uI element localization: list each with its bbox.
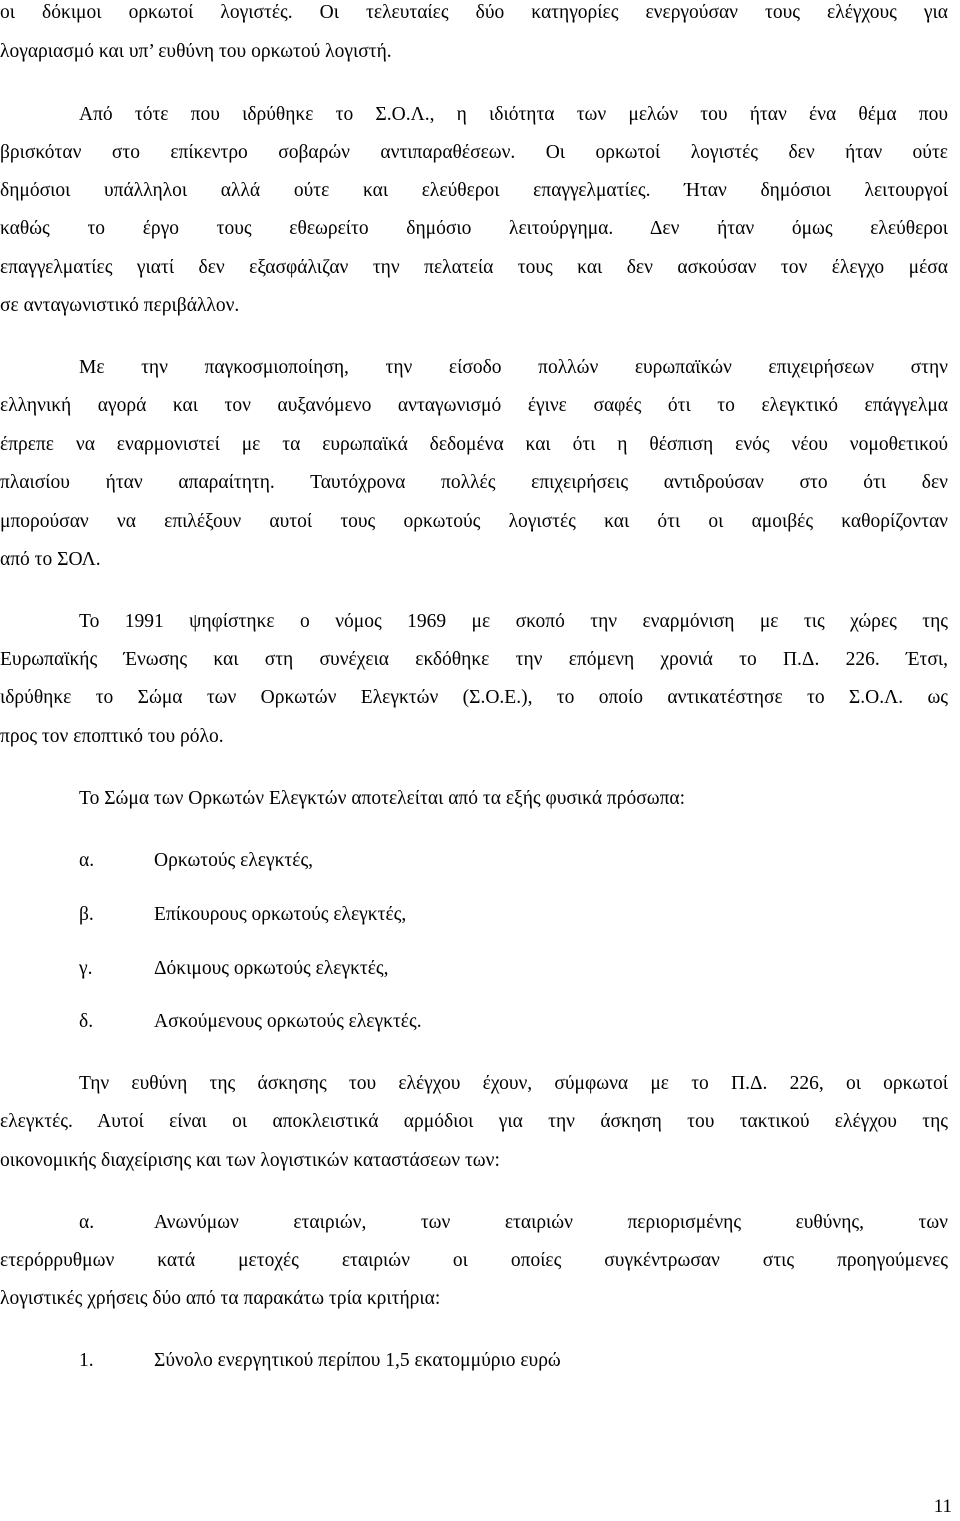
text-line: ετερόρρυθμων κατά μετοχές εταιριών οι οποίες συγκέντρωσαν στις προηγούμενες (0, 1250, 948, 1271)
text-line: δημόσιοι υπάλληλοι αλλά ούτε και ελεύθεροι επαγγελματίες. Ήταν δημόσιοι λειτουργοί (0, 180, 948, 201)
text-line: ελεγκτές. Αυτοί είναι οι αποκλειστικά αρμόδιοι για την άσκηση του τακτικού ελέγχου της (0, 1111, 948, 1132)
text-line: λογαριασμό και υπ’ ευθύνη του ορκωτού λογιστή. (0, 41, 392, 62)
text-line: έπρεπε να εναρμονιστεί με τα ευρωπαϊκά δεδομένα και ότι η θέσπιση ενός νέου νομοθετικού (0, 434, 948, 455)
list-item-text: Σύνολο ενεργητικού περίπου 1,5 εκατομμύριο ευρώ (154, 1350, 561, 1371)
paragraph-members-intro: Το Σώμα των Ορκωτών Ελεγκτών αποτελείται από τα εξής φυσικά πρόσωπα: (79, 788, 686, 809)
text-line: σε ανταγωνιστικό περιβάλλον. (0, 295, 240, 316)
text-line: Το 1991 ψηφίστηκε ο νόμος 1969 με σκοπό την εναρμόνιση με τις χώρες της (79, 611, 948, 632)
text-line: οι δόκιμοι ορκωτοί λογιστές. Οι τελευταίες δύο κατηγορίες ενεργούσαν τους ελέγχους για (0, 2, 948, 23)
text-line: μπορούσαν να επιλέξουν αυτοί τους ορκωτούς λογιστές και ότι οι αμοιβές καθορίζονταν (0, 511, 948, 532)
list-item-text: Ασκούμενους ορκωτούς ελεγκτές. (154, 1011, 422, 1032)
text-line: καθώς το έργο τους εθεωρείτο δημόσιο λειτούργημα. Δεν ήταν όμως ελεύθεροι (0, 218, 948, 239)
list-item-label: 1. (79, 1350, 94, 1371)
list-item-label: δ. (79, 1011, 94, 1032)
text-line: λογιστικές χρήσεις δύο από τα παρακάτω τρία κριτήρια: (0, 1288, 441, 1309)
list-item-text: Ορκωτούς ελεγκτές, (154, 850, 314, 871)
text-line: Ευρωπαϊκής Ένωσης και στη συνέχεια εκδόθηκε την επόμενη χρονιά το Π.Δ. 226. Έτσι, (0, 649, 948, 670)
text-line: βρισκόταν στο επίκεντρο σοβαρών αντιπαραθέσεων. Οι ορκωτοί λογιστές δεν ήταν ούτε (0, 142, 948, 163)
list-item-label: γ. (79, 958, 93, 979)
text-line: ιδρύθηκε το Σώμα των Ορκωτών Ελεγκτών (Σ.Ο.Ε.), το οποίο αντικατέστησε το Σ.Ο.Λ. ως (0, 687, 948, 708)
list-item-label: α. (79, 850, 95, 871)
list-item-text: Δόκιμους ορκωτούς ελεγκτές, (154, 958, 389, 979)
list-item-label: β. (79, 904, 94, 925)
text-line: προς τον εποπτικό του ρόλο. (0, 726, 224, 747)
list-item-label: α. (79, 1212, 95, 1233)
text-line: από το ΣΟΛ. (0, 549, 101, 570)
page-number: 11 (933, 1496, 952, 1517)
list-item-text: Ανωνύμων εταιριών, των εταιριών περιορισμένης ευθύνης, των (154, 1212, 948, 1233)
text-line: Από τότε που ιδρύθηκε το Σ.Ο.Λ., η ιδιότητα των μελών του ήταν ένα θέμα που (79, 104, 948, 125)
list-item-text: Επίκουρους ορκωτούς ελεγκτές, (154, 904, 407, 925)
text-line: ελληνική αγορά και τον αυξανόμενο ανταγωνισμό έγινε σαφές ότι το ελεγκτικό επάγγελμα (0, 395, 948, 416)
text-line: Με την παγκοσμιοποίηση, την είσοδο πολλών ευρωπαϊκών επιχειρήσεων στην (79, 357, 948, 378)
text-line: Την ευθύνη της άσκησης του ελέγχου έχουν, σύμφωνα με το Π.Δ. 226, οι ορκωτοί (79, 1073, 948, 1094)
text-line: επαγγελματίες γιατί δεν εξασφάλιζαν την πελατεία τους και δεν ασκούσαν τον έλεγχο μέσα (0, 257, 948, 278)
text-line: οικονομικής διαχείρισης και των λογιστικών καταστάσεων των: (0, 1150, 500, 1171)
text-line: πλαισίου ήταν απαραίτητη. Ταυτόχρονα πολλές επιχειρήσεις αντιδρούσαν στο ότι δεν (0, 472, 948, 493)
